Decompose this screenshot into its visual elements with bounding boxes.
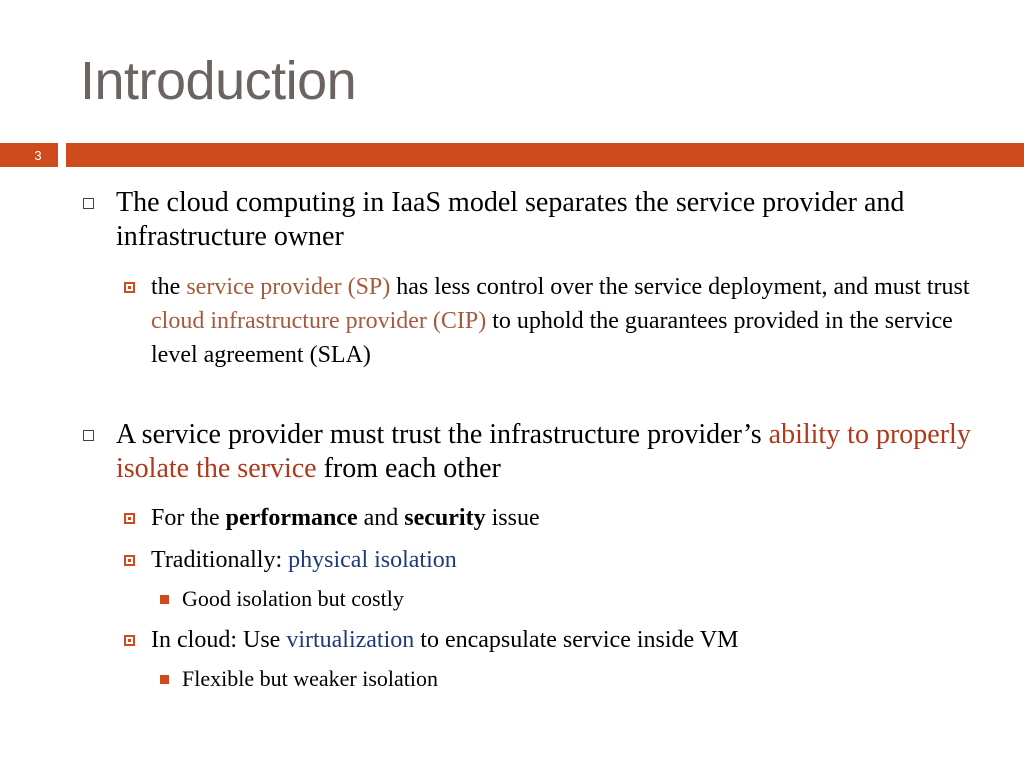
highlight-term: ability to properly isolate the service <box>116 419 971 484</box>
bullet-level2 <box>151 543 981 577</box>
bullet-text: Traditionally: <box>151 547 289 573</box>
bullet-text: to uphold the guarantees provided in the service level agreement (SLA) <box>151 308 953 368</box>
highlight-term: physical isolation <box>288 547 457 573</box>
bold-term: performance <box>225 505 358 531</box>
filled-square-bullet-icon <box>160 675 169 684</box>
square-bullet-icon <box>124 555 135 566</box>
square-bullet-icon <box>124 635 135 646</box>
bullet-text: For the <box>151 505 226 531</box>
highlight-term: service provider (SP) <box>186 274 391 300</box>
bullet-text: issue <box>485 505 540 531</box>
highlight-term: virtualization <box>286 627 415 653</box>
hollow-square-bullet-icon <box>83 430 94 441</box>
highlight-term: cloud infrastructure provider (CIP) <box>151 308 487 334</box>
bullet-level1 <box>116 418 996 486</box>
bullet-text: from each other <box>316 453 501 484</box>
slide-number: 3 <box>18 143 58 167</box>
bullet-text: and <box>357 505 405 531</box>
square-bullet-icon <box>124 282 135 293</box>
filled-square-bullet-icon <box>160 595 169 604</box>
bullet-level1 <box>116 186 996 254</box>
bullet-text: Flexible but weaker isolation <box>182 666 438 691</box>
title-rule-left <box>0 143 18 167</box>
bullet-level3 <box>182 584 982 614</box>
square-bullet-icon <box>124 513 135 524</box>
bullet-text: The cloud computing in IaaS model separates the service provider and infrastructure owner <box>116 187 905 252</box>
bullet-text: the <box>151 274 187 300</box>
bullet-text: In cloud: Use <box>151 627 287 653</box>
slide-title: Introduction <box>80 51 357 111</box>
bullet-level2 <box>151 501 981 535</box>
bullet-level3 <box>182 664 982 694</box>
bullet-text: has less control over the service deployment, and must trust <box>390 274 970 300</box>
bullet-level2 <box>151 270 981 372</box>
bullet-text: A service provider must trust the infrastructure provider’s <box>116 419 769 450</box>
bullet-text: Good isolation but costly <box>182 586 404 611</box>
bullet-level2 <box>151 623 981 657</box>
title-rule <box>66 143 1024 167</box>
bold-term: security <box>404 505 486 531</box>
hollow-square-bullet-icon <box>83 198 94 209</box>
bullet-text: to encapsulate service inside VM <box>414 627 739 653</box>
